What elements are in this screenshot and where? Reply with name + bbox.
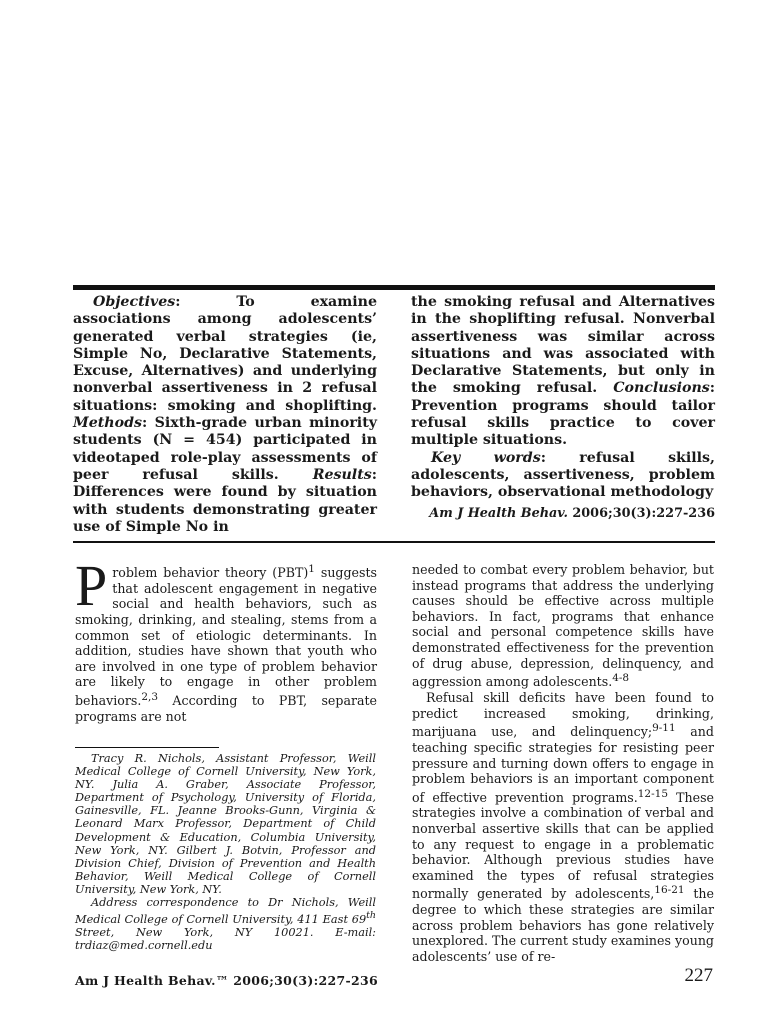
citation-ref: 9-11	[652, 722, 676, 735]
body-text: needed to combat every problem behavior, but instead programs that address the underlying causes should be effective across multiple behaviors. In fact, programs that enhance social and personal competence skills have demonstrated effectiveness for the prevention of drug abuse, depression, delinquency, and aggression among adolescents.	[412, 562, 714, 690]
abstract-left-text	[73, 294, 377, 536]
body-paragraph-2	[412, 562, 714, 690]
results-text-right: the smoking refusal and Alternatives in the shoplifting refusal. Nonverbal assertiveness was similar across situations and was associated with Declarative Statements, but only in the smoking refusal.	[411, 294, 715, 397]
footnote-text: Address correspondence to Dr Nichols, Weill Medical College of Cornell University, 411 East 69	[75, 896, 376, 926]
methods-label: Methods	[73, 415, 142, 432]
drop-cap: P	[75, 553, 108, 618]
top-rule	[73, 285, 715, 290]
conclusions-text: : Prevention programs should tailor refusal skills practice to cover multiple situations.	[411, 380, 715, 449]
page-number: 227	[684, 965, 713, 986]
body-text: Refusal skill deficits have been found to predict increased smoking, drinking, marijuana use, and delinquency;	[412, 689, 714, 740]
citation-ref: 1	[308, 563, 315, 575]
citation-ref: 2,3	[141, 690, 159, 703]
body-text: suggests that adolescent engagement in negative social and health behaviors, such as smoking, drinking, and stealing, stems from a common set of etiologic determinants. In addition, studies have shown that youth who are involved in one type of problem behavior are likely to engage in other problem behaviors.	[75, 565, 377, 709]
body-left-column	[75, 553, 377, 724]
citation-rest: 2006;30(3):227-236	[567, 505, 715, 521]
abstract-left-column	[73, 294, 377, 536]
footnote-rule	[75, 747, 219, 748]
abstract-right-text	[411, 294, 715, 450]
citation-ref: 4-8	[612, 672, 630, 685]
body-text: the degree to which these strategies are similar across problem behaviors has gone relatively unexplored. The current study examines young adolescents’ use of re-	[412, 886, 714, 964]
body-text: These strategies involve a combination of verbal and nonverbal assertive skills that can be applied to any request to engage in a problematic behavior. Although previous studies have examined the types of refusal strategies normally generated by adolescents,	[412, 789, 714, 902]
citation-ref: 16-21	[654, 884, 685, 897]
body-paragraph-3	[412, 690, 714, 965]
body-paragraph-1	[75, 553, 377, 724]
citation-journal: Am J Health Behav.	[429, 505, 568, 521]
footnote-correspondence	[75, 896, 376, 952]
body-text: and teaching specific strategies for resisting peer pressure and turning down offers to engage in problem behaviors is an important component of effective prevention programs.	[412, 724, 714, 805]
running-footer: Am J Health Behav.™ 2006;30(3):227-236	[75, 973, 378, 988]
keywords-text: : refusal skills, adolescents, assertiveness, problem behaviors, observational methodology	[411, 449, 715, 501]
abstract-citation	[411, 505, 715, 522]
section-rule	[73, 541, 715, 543]
keywords-label: Key words	[431, 449, 541, 466]
body-right-column	[412, 562, 714, 965]
author-footnote	[75, 752, 376, 952]
abstract-right-column	[411, 294, 715, 522]
superscript: th	[366, 910, 376, 922]
footnote-text: Street, New York, NY 10021. E-mail: trdiaz@med.cornell.edu	[75, 925, 376, 953]
objectives-text: : To examine associations among adolescents’ generated verbal strategies (ie, Simple No, Declarative Statements, Excuse, Alternatives) and underlying nonverbal assertiveness in 2 refusal situations: smoking and shoplifting.	[73, 294, 377, 414]
body-text: roblem behavior theory (PBT)	[112, 565, 309, 581]
footnote-authors: Tracy R. Nichols, Assistant Professor, Weill Medical College of Cornell University, New York, NY. Julia A. Graber, Associate Professor, Department of Psychology, University of Florida, Gainesville, FL. Jeanne Brooks-Gunn, Virginia & Leonard Marx Professor, Department of Child Development & Education, Columbia University, New York, NY. Gilbert J. Botvin, Professor and Division Chief, Division of Prevention and Health Behavior, Weill Medical College of Cornell University, New York, NY.	[75, 752, 376, 896]
citation-ref: 12-15	[637, 787, 669, 800]
conclusions-label: Conclusions	[613, 380, 710, 397]
objectives-label: Objectives	[93, 294, 176, 310]
keywords	[411, 450, 715, 502]
results-text-left: : Differences were found by situation with students demonstrating greater use of Simple No in	[73, 466, 377, 535]
methods-text: : Sixth-grade urban minority students (N = 454) participated in videotaped role-play assessments of peer refusal skills.	[73, 415, 377, 483]
results-label: Results	[312, 466, 372, 483]
body-text: According to PBT, separate programs are not	[75, 693, 377, 724]
